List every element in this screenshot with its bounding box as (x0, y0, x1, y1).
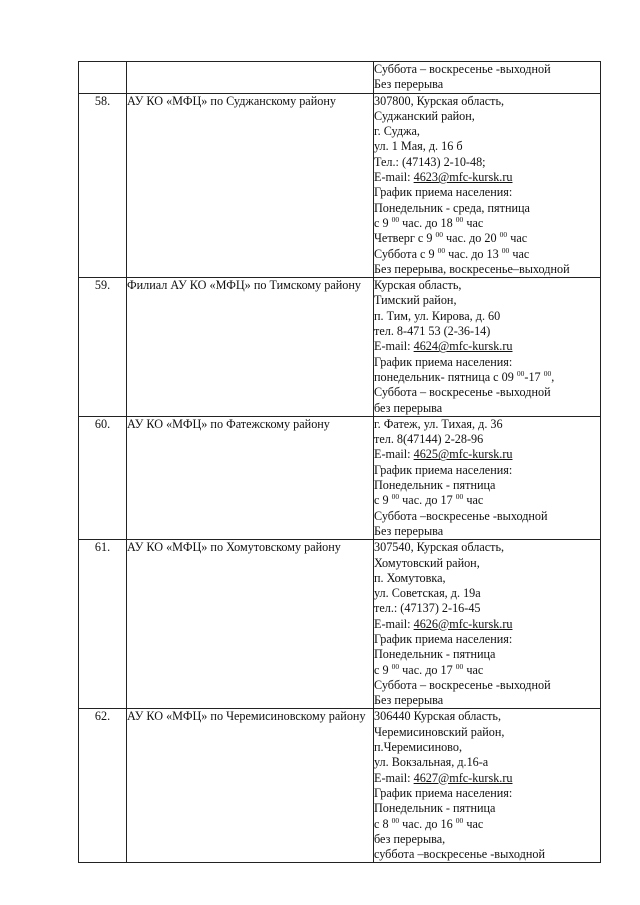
contact-text: без перерыва, (374, 831, 446, 846)
contact-text: Суджанский район, (374, 108, 475, 123)
contact-text: Черемисиновский район, (374, 724, 505, 739)
contact-text: Понедельник - пятница (374, 801, 496, 816)
email-link[interactable]: 4625@mfc-kursk.ru (413, 447, 513, 462)
time-superscript: 00 (391, 214, 400, 224)
contact-line (374, 447, 600, 462)
contact-line (374, 417, 600, 432)
contact-text: час. до 16 (399, 816, 456, 831)
contact-text: График приема населения: (374, 462, 513, 477)
contact-text: 306440 Курская область, (374, 709, 502, 724)
row-number: 61. (79, 540, 127, 709)
contact-text: График приема населения: (374, 785, 513, 800)
contact-line (374, 463, 600, 478)
contact-text: 307800, Курская область, (374, 93, 505, 108)
contact-text: с 8 (374, 816, 392, 831)
contact-line (374, 62, 600, 77)
contact-text: График приема населения: (374, 185, 513, 200)
contact-text: час. до 13 (445, 246, 502, 261)
email-link[interactable]: 4627@mfc-kursk.ru (413, 770, 513, 785)
contact-text: час (463, 662, 484, 677)
contact-line (374, 216, 600, 231)
contact-text: E-mail: (374, 170, 414, 185)
contact-text: ул. 1 Мая, д. 16 б (374, 139, 463, 154)
contact-line (374, 278, 600, 293)
contact-line (374, 324, 600, 339)
contact-line (374, 571, 600, 586)
contact-text: час (463, 816, 484, 831)
contact-text: тел. 8-471 53 (2-36-14) (374, 324, 491, 339)
contact-line (374, 231, 600, 246)
time-superscript: 00 (455, 214, 464, 224)
contact-text: час (463, 493, 484, 508)
office-name: АУ КО «МФЦ» по Суджанскому району (127, 93, 374, 278)
contact-line (374, 725, 600, 740)
table-row (79, 540, 601, 709)
contact-line (374, 385, 600, 400)
contact-text: без перерыва (374, 400, 443, 415)
time-superscript: 00 (391, 815, 400, 825)
contact-line (374, 678, 600, 693)
contact-text: 307540, Курская область, (374, 540, 505, 555)
contact-text: Хомутовский район, (374, 555, 480, 570)
contact-line (374, 524, 600, 539)
contact-line (374, 847, 600, 862)
office-contacts (374, 278, 601, 417)
time-superscript: 00 (435, 230, 443, 240)
office-name: АУ КО «МФЦ» по Хомутовскому району (127, 540, 374, 709)
contact-text: г. Фатеж, ул. Тихая, д. 36 (374, 416, 503, 431)
time-superscript: 00 (501, 245, 510, 255)
contact-text: , (551, 369, 555, 384)
contact-line (374, 293, 600, 308)
contact-line (374, 247, 600, 262)
contact-text: суббота –воскресенье -выходной (374, 847, 545, 862)
contact-text: Тимский район, (374, 293, 457, 308)
email-link[interactable]: 4624@mfc-kursk.ru (413, 339, 513, 354)
table-row (79, 62, 601, 94)
row-number: 62. (79, 709, 127, 863)
office-contacts (374, 540, 601, 709)
contact-line (374, 155, 600, 170)
contact-text: Понедельник - среда, пятница (374, 200, 530, 215)
contact-line (374, 355, 600, 370)
contact-line (374, 632, 600, 647)
contact-line (374, 617, 600, 632)
contact-line (374, 647, 600, 662)
row-number (79, 62, 127, 94)
contact-text: Понедельник - пятница (374, 478, 496, 493)
table-body (79, 62, 601, 863)
contact-text: час (507, 231, 528, 246)
contact-line (374, 77, 600, 92)
contact-line (374, 139, 600, 154)
time-superscript: 00 (391, 492, 400, 502)
time-superscript: 00 (391, 661, 400, 671)
contact-text: тел. 8(47144) 2-28-96 (374, 432, 484, 447)
contact-text: час. до 20 (443, 231, 500, 246)
mfc-offices-table (78, 61, 601, 863)
office-name: АУ КО «МФЦ» по Фатежскому району (127, 416, 374, 539)
contact-text: Четверг с 9 (374, 231, 436, 246)
table-row (79, 93, 601, 278)
time-superscript: 00 (455, 661, 464, 671)
contact-text: -17 (524, 369, 544, 384)
contact-line (374, 663, 600, 678)
contact-line (374, 740, 600, 755)
contact-text: Без перерыва (374, 77, 444, 92)
contact-text: E-mail: (374, 770, 414, 785)
contact-line (374, 201, 600, 216)
contact-line (374, 693, 600, 708)
contact-text: час. до 18 (399, 215, 456, 230)
contact-text: Тел.: (47143) 2-10-48; (374, 154, 486, 169)
contact-line (374, 817, 600, 832)
contact-line (374, 262, 600, 277)
contact-line (374, 709, 600, 724)
office-name: АУ КО «МФЦ» по Черемисиновскому району (127, 709, 374, 863)
contact-text: час. до 17 (399, 662, 456, 677)
contact-line (374, 170, 600, 185)
office-contacts (374, 93, 601, 278)
contact-text: Суббота – воскресенье -выходной (374, 385, 551, 400)
time-superscript: 00 (455, 815, 464, 825)
row-number: 60. (79, 416, 127, 539)
contact-text: тел.: (47137) 2-16-45 (374, 601, 481, 616)
contact-line (374, 601, 600, 616)
contact-line (374, 109, 600, 124)
office-contacts (374, 416, 601, 539)
table-row (79, 278, 601, 417)
contact-line (374, 509, 600, 524)
contact-text: час (509, 246, 530, 261)
contact-text: Суббота с 9 (374, 246, 438, 261)
contact-text: Суббота – воскресенье -выходной (374, 62, 551, 76)
office-contacts (374, 709, 601, 863)
contact-line (374, 309, 600, 324)
contact-line (374, 832, 600, 847)
contact-line (374, 339, 600, 354)
contact-line (374, 801, 600, 816)
contact-text: Суббота – воскресенье -выходной (374, 677, 551, 692)
office-name: Филиал АУ КО «МФЦ» по Тимскому району (127, 278, 374, 417)
contact-text: Понедельник - пятница (374, 647, 496, 662)
time-superscript: 00 (516, 368, 525, 378)
contact-line (374, 124, 600, 139)
time-superscript: 00 (437, 245, 446, 255)
table-row (79, 416, 601, 539)
contact-line (374, 556, 600, 571)
contact-text: с 9 (374, 662, 392, 677)
contact-text: ул. Вокзальная, д.16-а (374, 755, 489, 770)
contact-line (374, 586, 600, 601)
contact-line (374, 755, 600, 770)
contact-line (374, 493, 600, 508)
contact-line (374, 771, 600, 786)
row-number: 59. (79, 278, 127, 417)
table-row (79, 709, 601, 863)
contact-text: E-mail: (374, 339, 414, 354)
email-link[interactable]: 4623@mfc-kursk.ru (413, 170, 513, 185)
contact-text: г. Суджа, (374, 124, 420, 139)
contact-text: Курская область, (374, 278, 462, 293)
contact-text: с 9 (374, 493, 392, 508)
contact-text: Суббота –воскресенье -выходной (374, 508, 548, 523)
time-superscript: 00 (543, 368, 552, 378)
contact-line (374, 540, 600, 555)
contact-text: Без перерыва (374, 523, 444, 538)
contact-text: График приема населения: (374, 631, 513, 646)
contact-line (374, 185, 600, 200)
contact-text: понедельник- пятница с 09 (374, 369, 517, 384)
contact-text: ул. Советская, д. 19а (374, 586, 481, 601)
contact-line (374, 370, 600, 385)
contact-text: Без перерыва, воскресенье–выходной (374, 261, 570, 276)
contact-line (374, 478, 600, 493)
office-contacts (374, 62, 601, 94)
contact-text: п. Тим, ул. Кирова, д. 60 (374, 308, 501, 323)
time-superscript: 00 (499, 230, 508, 240)
contact-text: E-mail: (374, 447, 414, 462)
contact-line (374, 786, 600, 801)
contact-text: E-mail: (374, 616, 414, 631)
email-link[interactable]: 4626@mfc-kursk.ru (413, 616, 513, 631)
contact-text: Без перерыва (374, 693, 444, 708)
contact-text: п.Черемисиново, (374, 740, 462, 755)
contact-line (374, 401, 600, 416)
contact-line (374, 94, 600, 109)
row-number: 58. (79, 93, 127, 278)
contact-text: час (463, 215, 484, 230)
contact-text: час. до 17 (399, 493, 456, 508)
time-superscript: 00 (455, 492, 464, 502)
contact-line (374, 432, 600, 447)
contact-text: График приема населения: (374, 354, 513, 369)
office-name (127, 62, 374, 94)
contact-text: п. Хомутовка, (374, 570, 446, 585)
contact-text: с 9 (374, 215, 392, 230)
